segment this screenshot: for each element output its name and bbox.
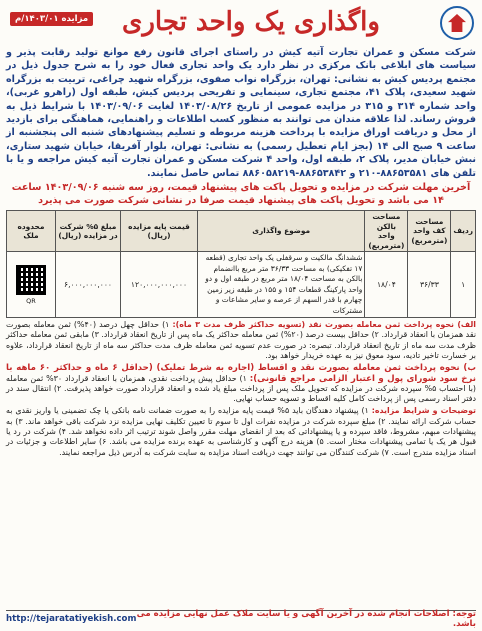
col-deposit: مبلغ ۵% شرکت در مزایده (ریال) — [56, 211, 121, 252]
header — [6, 4, 476, 44]
website-link[interactable]: http://tejaratatiyekish.com — [6, 614, 137, 624]
qr-code-icon[interactable] — [16, 265, 46, 295]
house-icon — [448, 14, 466, 32]
qr-label: QR — [26, 296, 36, 305]
cell-row: ۱ — [451, 252, 476, 318]
table-header-row — [7, 211, 476, 252]
section-heading: ب) نحوه پرداخت ثمن معامله بصورت نقد و اقساط (اجاره به شرط تملیک) (حداقل ۶ ماه و حداکثر ۶۰ ماهه با نرخ سود شورای پول و اعتبار الزامی مراجع قانونی): — [6, 363, 476, 384]
table-row — [7, 252, 476, 318]
cell-location[interactable] — [7, 252, 56, 318]
payment-cash-section — [6, 320, 476, 361]
col-floor-area: مساحت کف واحد (مترمربع) — [408, 211, 451, 252]
deadline-notice: آخرین مهلت شرکت در مزایده و تحویل پاکت های پیشنهاد قیمت، روز سه شنبه ۱۴۰۳/۰۹/۰۶ ساعت ۱۴ می باشد و تحویل پاکت های پیشنهاد قیمت صرفا در نشانی شرکت صورت می پذیرد — [11, 182, 471, 207]
col-location: محدوده ملک — [7, 211, 56, 252]
cell-balcony-area: ۱۸/۰۴ — [365, 252, 408, 318]
intro-paragraph: شرکت مسکن و عمران تجارت آتیه کیش در راستای اجرای قانون رفع موانع تولید رقابت پذیر و سیاست های ابلاغی بانک مرکزی در نظر دارد یک واحد تجاری فعال خود را به شرح جدول ذیل در مجتمع پردیس کیش به نشانی: تهران، بزرگراه نواب صفوی، بزرگراه شهید چراغی، تربیت به بزرگراه شهید سعیدی، پلاک ۴۱، مجتمع تجاری، سینمایی و تفریحی پردیس کیش، طبقه اول (راهرو غربی)، واحد شماره ۳۱۴ و ۳۱۵ در مزایده عمومی از تاریخ ۱۴۰۳/۰۸/۲۶ لغایت ۱۴۰۳/۰۹/۰۶ با شرایط ذیل به فروش رساند. لذا علاقه مندان می توانند به منظور کسب اطلاعات و راهنمایی، هماهنگی برای بازدید از محل و دریافت اوراق مزایده با پرداخت هزینه مربوطه و تسلیم پیشنهادهای شنبه الی پنجشنبه از ساعت ۹ صبح الی ۱۴ (بجز ایام تعطیل رسمی) به نشانی: تهران، بلوار آفریقا، خیابان شهید ستاری، نبش خیابان مدیر، پلاک ۲، طبقه اول، واحد ۴ شرکت مسکن و عمران تجارت آتیه کیش مراجعه و یا با تلفن های ۸۸۶۵۳۵۸۱-۲۱۰ و ۸۸۶۵۳۸۴۲-۸۸۶۰۵۸۲۱۹ تماس حاصل نمایند. — [6, 47, 476, 179]
cell-subject: ششدانگ مالکیت و سرقفلی یک واحد تجاری (قطعه ۱۷ تفکیکی) به مساحت ۳۶/۳۳ متر مربع باانضمام بالکن به مساحت ۱۸/۰۴ متر مربع در طبقه اول و دو واحد پارکینگ قطعات ۱۵۴ و ۱۵۵ در طبقه زیر زمین چهارم با قدر السهم از عرصه و سایر مشاعات و مشترکات — [198, 252, 365, 318]
cell-floor-area: ۳۶/۳۳ — [408, 252, 451, 318]
payment-installment-section — [6, 363, 476, 404]
section-heading: توضیحات و شرایط مزایده: — [371, 406, 476, 416]
col-balcony-area: مساحت بالکن واحد (مترمربع) — [365, 211, 408, 252]
page-title: واگذاری یک واحد تجاری — [122, 7, 380, 37]
section-body: ۱) حداقل پیش پرداخت نقدی، همزمان با انعقاد قرارداد ۳۰% ثمن معامله (با احتساب ۵% سپرده شرکت در مزایده که تحویل ملک پس از پرداخت مبلغ یاد شده و انعقاد قرارداد صورت خواهد پذیرفت. ۲) انتقال سند در دفتر اسناد رسمی پس از پرداخت کامل کلیه اقساط و تسویه حساب نهایی. — [6, 373, 476, 404]
reference-badge: مزایده ۱۴۰۳/۰۱/م — [10, 12, 93, 26]
terms-section — [6, 406, 476, 457]
col-subject: موضوع واگذاری — [198, 211, 365, 252]
section-body: ۱) پیشنهاد دهندگان باید ۵% قیمت پایه مزایده را به صورت ضمانت نامه بانکی یا چک تضمینی یا واریز نقدی به حساب شرکت ارائه نمایند. ۲) مبلغ سپرده شرکت در مزایده نفرات اول تا سوم تا تعیین تکلیف نهایی مزایده نزد شرکت باقی خواهد ماند. ۳) به پیشنهادات مبهم، مشروط، فاقد سپرده و یا پیشنهاداتی که بعد از انقضای مهلت مقرر واصل شوند ترتیب اثر داده نخواهد شد. ۴) شرکت در رد یا قبول هر یک یا تمامی پیشنهادات مختار است. ۵) هزینه درج آگهی و کارشناسی به عهده برنده مزایده می باشد. ۶) سایر اطلاعات و جزئیات در اسناد مزایده مندرج است. ۷) شرکت کنندگان می توانند جهت دریافت اسناد مزایده به سایت شرکت به آدرس ذیل مراجعه نمایند. — [6, 406, 476, 457]
cell-deposit: ۶,۰۰۰,۰۰۰,۰۰۰ — [56, 252, 121, 318]
footer — [6, 610, 476, 627]
company-logo — [440, 6, 474, 40]
footer-note: توجه: اصلاحات انجام شده در آخرین آگهی و یا سایت ملاک عمل نهایی مزایده می باشد. — [136, 609, 476, 629]
cell-base-price: ۱۲۰,۰۰۰,۰۰۰,۰۰۰ — [121, 252, 198, 318]
col-base-price: قیمت پایه مزایده (ریال) — [121, 211, 198, 252]
section-body: ۱) حداقل چهل درصد (۴۰%) ثمن معامله بصورت نقد همزمان با انعقاد قرارداد. ۲) حداقل بیست درصد (۲۰%) ثمن معامله حداکثر یک ماه پس از تاریخ انعقاد قرارداد. ۳) مابقی ثمن معامله حداکثر ظرف مدت سه ماه از تاریخ انعقاد قرارداد. تبصره: در صورت عدم تسویه ثمن معامله ظرف مدت حداکثر سه ماه از تاریخ انعقاد قرارداد، علاوه بر خسارت تاخیر تادیه، سود معوق نیز به عهده خریدار خواهد بود. — [6, 320, 477, 360]
property-table — [6, 210, 476, 318]
col-row: ردیف — [451, 211, 476, 252]
section-heading: الف) نحوه پرداخت ثمن معامله بصورت نقد (تسویه حداکثر ظرف مدت ۳ ماه): — [172, 320, 476, 330]
